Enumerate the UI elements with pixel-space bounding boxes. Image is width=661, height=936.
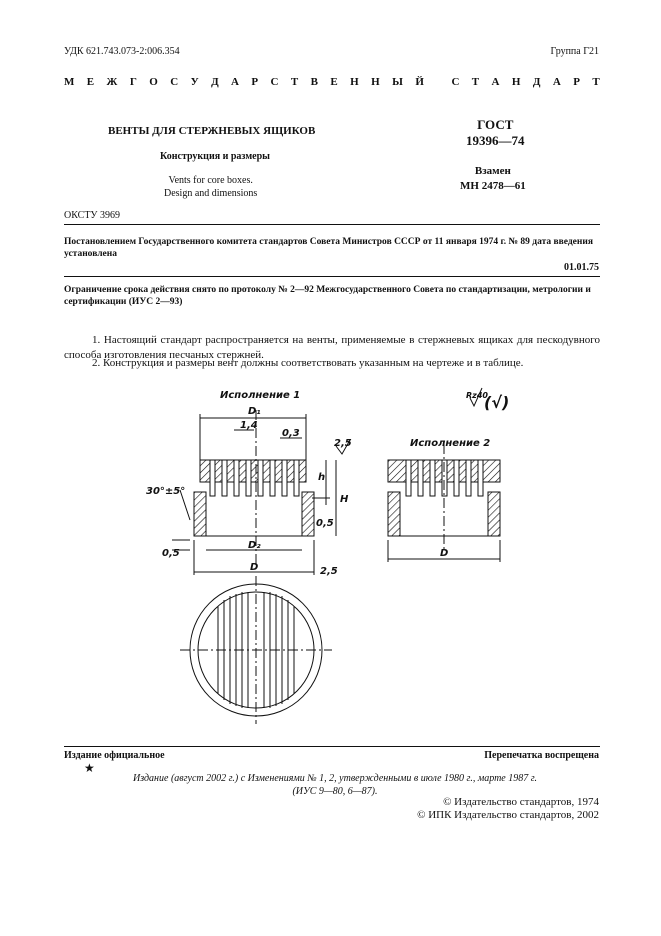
heading-letter: Н (371, 76, 380, 88)
roughness-mark: (√) (484, 393, 510, 412)
heading-letter: В (310, 76, 318, 88)
heading-letter: Ы (392, 76, 403, 88)
dim-h-label: h (318, 472, 326, 483)
paragraph-1: 1. Настоящий стандарт распространяется на венты, применяемые в стержневых ящиках для пескодувного способа изготовления песчаных стержней. (64, 334, 600, 361)
variant1-label: Исполнение 1 (220, 390, 301, 401)
heading-letter: Е (86, 76, 95, 88)
dim-0-3-label: 0,3 (282, 428, 300, 439)
heading-letter: Т (290, 76, 299, 88)
heading-letter: Н (511, 76, 521, 88)
heading-letter: Н (350, 76, 359, 88)
heading-letter: Т (592, 76, 600, 88)
dim-0-5-label: 0,5 (162, 548, 180, 559)
udk-code: УДК 621.743.073-2:006.354 (64, 46, 180, 57)
effective-date: 01.01.75 (564, 262, 599, 273)
dim-D-label: D (250, 562, 259, 573)
paragraph-2: 2. Конструкция и размеры вент должны соответствовать указанным на чертеже и в таблице. (92, 357, 524, 369)
okstu-code: ОКСТУ 3969 (64, 210, 121, 221)
variant2-section (388, 444, 500, 562)
gost-number: 19396—74 (466, 133, 525, 148)
copyright-1974: © Издательство стандартов, 1974 (443, 796, 599, 808)
replaces-label: Взамен (474, 165, 511, 177)
heading-letter (436, 76, 439, 88)
replaces-number: МН 2478—61 (460, 180, 526, 192)
edition-info (100, 772, 570, 798)
heading-letter: Г (129, 76, 137, 88)
english-title (164, 174, 257, 200)
dim-d1-label: D₁ (248, 406, 261, 417)
heading-letter: У (190, 76, 199, 88)
decree-text: Постановлением Государственного комитета стандартов Совета Министров СССР от 11 января 1974 г. № 89 дата введения установлена (64, 237, 593, 259)
technical-drawing (130, 380, 610, 732)
edition-line1: Издание (август 2002 г.) с Изменениями № 1, 2, утвержденными в июле 1980 г., марте 1987 г. (133, 773, 537, 784)
heading-letter: С (451, 76, 460, 88)
heading-letter: Д (532, 76, 541, 88)
star-icon: ★ (84, 761, 95, 775)
heading-letter: Т (471, 76, 480, 88)
dim-2-5-label: 2,5 (320, 566, 338, 577)
plan-view (180, 576, 332, 724)
document-title: ВЕНТЫ ДЛЯ СТЕРЖНЕВЫХ ЯЩИКОВ (108, 125, 316, 137)
heading-letter: С (170, 76, 179, 88)
heading-letter: Е (330, 76, 338, 88)
english-title-line1: Vents for core boxes. (168, 175, 253, 186)
dim-1-4-label: 1,4 (240, 420, 258, 431)
official-edition: Издание официальное (64, 750, 165, 761)
dim-2-5-label: 2,5 (334, 438, 352, 449)
roughness-label: Rz40 (466, 391, 488, 400)
divider (64, 276, 600, 277)
heading-letter: Д (211, 76, 219, 88)
heading-letter: А (231, 76, 239, 88)
dim-d2-label: D₂ (248, 540, 261, 551)
heading-letter: С (270, 76, 279, 88)
copyright-2002: © ИПК Издательство стандартов, 2002 (417, 809, 599, 821)
heading-letter: Р (573, 76, 580, 88)
standard-type-heading (64, 76, 600, 88)
gost-label: ГОСТ (477, 117, 514, 132)
gost-number-block (466, 117, 525, 149)
heading-letter: Р (251, 76, 259, 88)
replaces-block (460, 164, 526, 194)
dim-0-5-label: 0,5 (316, 518, 334, 529)
heading-letter: А (552, 76, 561, 88)
reprint-prohibited: Перепечатка воспрещена (484, 750, 599, 761)
dim-D-variant2-label: D (440, 548, 449, 559)
edition-line2: (ИУС 9—80, 6—87). (292, 786, 378, 797)
english-title-line2: Design and dimensions (164, 188, 258, 199)
divider (64, 746, 600, 747)
heading-letter: О (149, 76, 158, 88)
document-subtitle: Конструкция и размеры (160, 151, 270, 162)
divider (64, 224, 600, 225)
heading-letter: Ж (106, 76, 118, 88)
dim-H-label: H (340, 494, 349, 505)
limitation-text: Ограничение срока действия снято по протоколу № 2—92 Межгосударственного Совета по стандартизации, метрологии и сертификации (ИУС 2—93) (64, 285, 591, 307)
heading-letter: Й (415, 76, 424, 88)
heading-letter: А (491, 76, 500, 88)
heading-letter: М (64, 76, 75, 88)
variant2-label: Исполнение 2 (410, 438, 491, 449)
angle-label: 30°±5° (146, 486, 186, 497)
group-code: Группа Г21 (550, 46, 599, 57)
